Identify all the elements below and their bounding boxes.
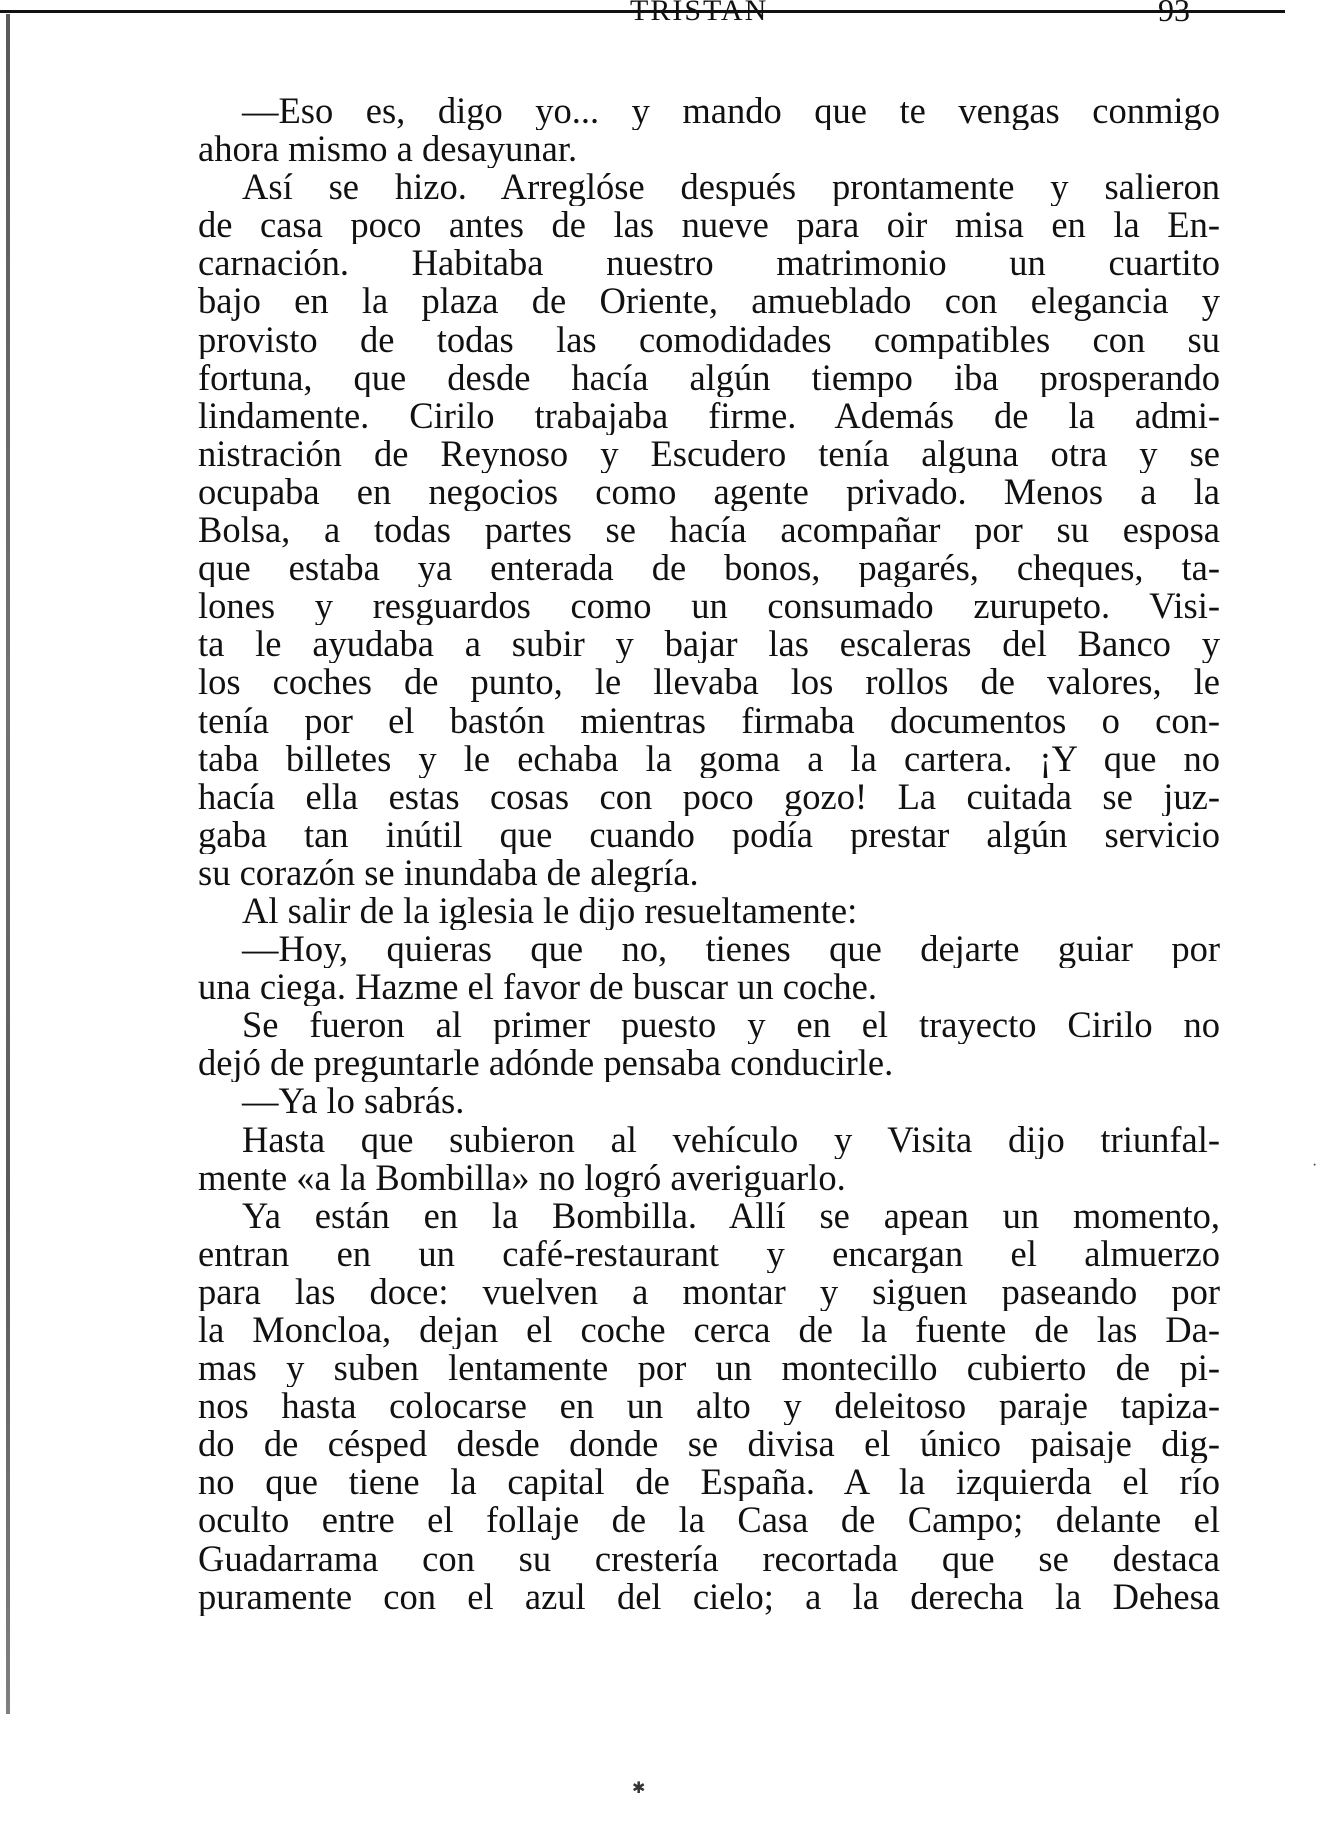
text-line: taba billetes y le echaba la goma a la cartera. ¡Y que no (198, 739, 1220, 778)
text-line: de casa poco antes de las nueve para oir misa en la En- (198, 206, 1220, 245)
text-line: —Hoy, quieras que no, tienes que dejarte guiar por (242, 930, 1220, 969)
text-line: no que tiene la capital de España. A la izquierda el río (198, 1463, 1220, 1502)
text-line: mas y suben lentamente por un montecillo cubierto de pi- (198, 1349, 1220, 1388)
text-line: su corazón se inundaba de alegría. (198, 853, 699, 892)
text-line: do de césped desde donde se divisa el único paisaje dig- (198, 1425, 1220, 1464)
text-line: oculto entre el follaje de la Casa de Campo; delante el (198, 1501, 1220, 1540)
print-speck: · (1312, 1157, 1318, 1174)
text-line: provisto de todas las comodidades compatibles con su (198, 320, 1220, 359)
text-line: carnación. Habitaba nuestro matrimonio un cuartito (198, 244, 1220, 283)
text-line: Ya están en la Bombilla. Allí se apean un momento, (242, 1196, 1220, 1235)
running-head: TRISTAN (630, 0, 769, 27)
text-line: fortuna, que desde hacía algún tiempo iba prosperando (198, 358, 1220, 397)
text-line: los coches de punto, le llevaba los rollos de valores, le (198, 663, 1220, 702)
text-line: gaba tan inútil que cuando podía prestar algún servicio (198, 815, 1220, 854)
text-line: —Eso es, digo yo... y mando que te vengas conmigo (242, 92, 1220, 131)
text-line: lones y resguardos como un consumado zurupeto. Visi- (198, 587, 1220, 626)
text-line: mente «a la Bombilla» no logró averiguarlo. (198, 1158, 846, 1197)
text-line: tenía por el bastón mientras firmaba documentos o con- (198, 701, 1220, 740)
body-text (198, 92, 1220, 1616)
text-line: la Moncloa, dejan el coche cerca de la fuente de las Da- (198, 1311, 1220, 1350)
text-line: ta le ayudaba a subir y bajar las escaleras del Banco y (198, 625, 1220, 664)
text-line: —Ya lo sabrás. (242, 1082, 465, 1121)
text-line: dejó de preguntarle adónde pensaba conducirle. (198, 1044, 894, 1083)
text-line: Guadarrama con su crestería recortada que se destaca (198, 1539, 1220, 1578)
text-line: nistración de Reynoso y Escudero tenía alguna otra y se (198, 434, 1220, 473)
footer-ornament: ✱ (632, 1780, 646, 1797)
text-line: nos hasta colocarse en un alto y deleitoso paraje tapiza- (198, 1387, 1220, 1426)
text-line: que estaba ya enterada de bonos, pagarés, cheques, ta- (198, 549, 1220, 588)
text-line: hacía ella estas cosas con poco gozo! La cuitada se juz- (198, 777, 1220, 816)
text-line: Hasta que subieron al vehículo y Visita dijo triunfal- (242, 1120, 1220, 1159)
text-line: Así se hizo. Arreglóse después prontamente y salieron (242, 168, 1220, 207)
text-line: bajo en la plaza de Oriente, amueblado con elegancia y (198, 282, 1220, 321)
text-line: una ciega. Hazme el favor de buscar un coche. (198, 968, 877, 1007)
text-line: puramente con el azul del cielo; a la derecha la Dehesa (198, 1577, 1220, 1616)
text-line: para las doce: vuelven a montar y siguen paseando por (198, 1272, 1220, 1311)
text-line: lindamente. Cirilo trabajaba firme. Además de la admi- (198, 396, 1220, 435)
text-line: entran en un café-restaurant y encargan el almuerzo (198, 1234, 1220, 1273)
page-number: 93 (1158, 0, 1190, 28)
text-line: Bolsa, a todas partes se hacía acompañar por su esposa (198, 511, 1220, 550)
binding-edge (6, 14, 10, 1714)
text-line: ocupaba en negocios como agente privado. Menos a la (198, 472, 1220, 512)
text-line: Se fueron al primer puesto y en el trayecto Cirilo no (242, 1006, 1220, 1045)
text-line: Al salir de la iglesia le dijo resueltamente: (242, 891, 858, 931)
text-line: ahora mismo a desayunar. (198, 130, 578, 169)
